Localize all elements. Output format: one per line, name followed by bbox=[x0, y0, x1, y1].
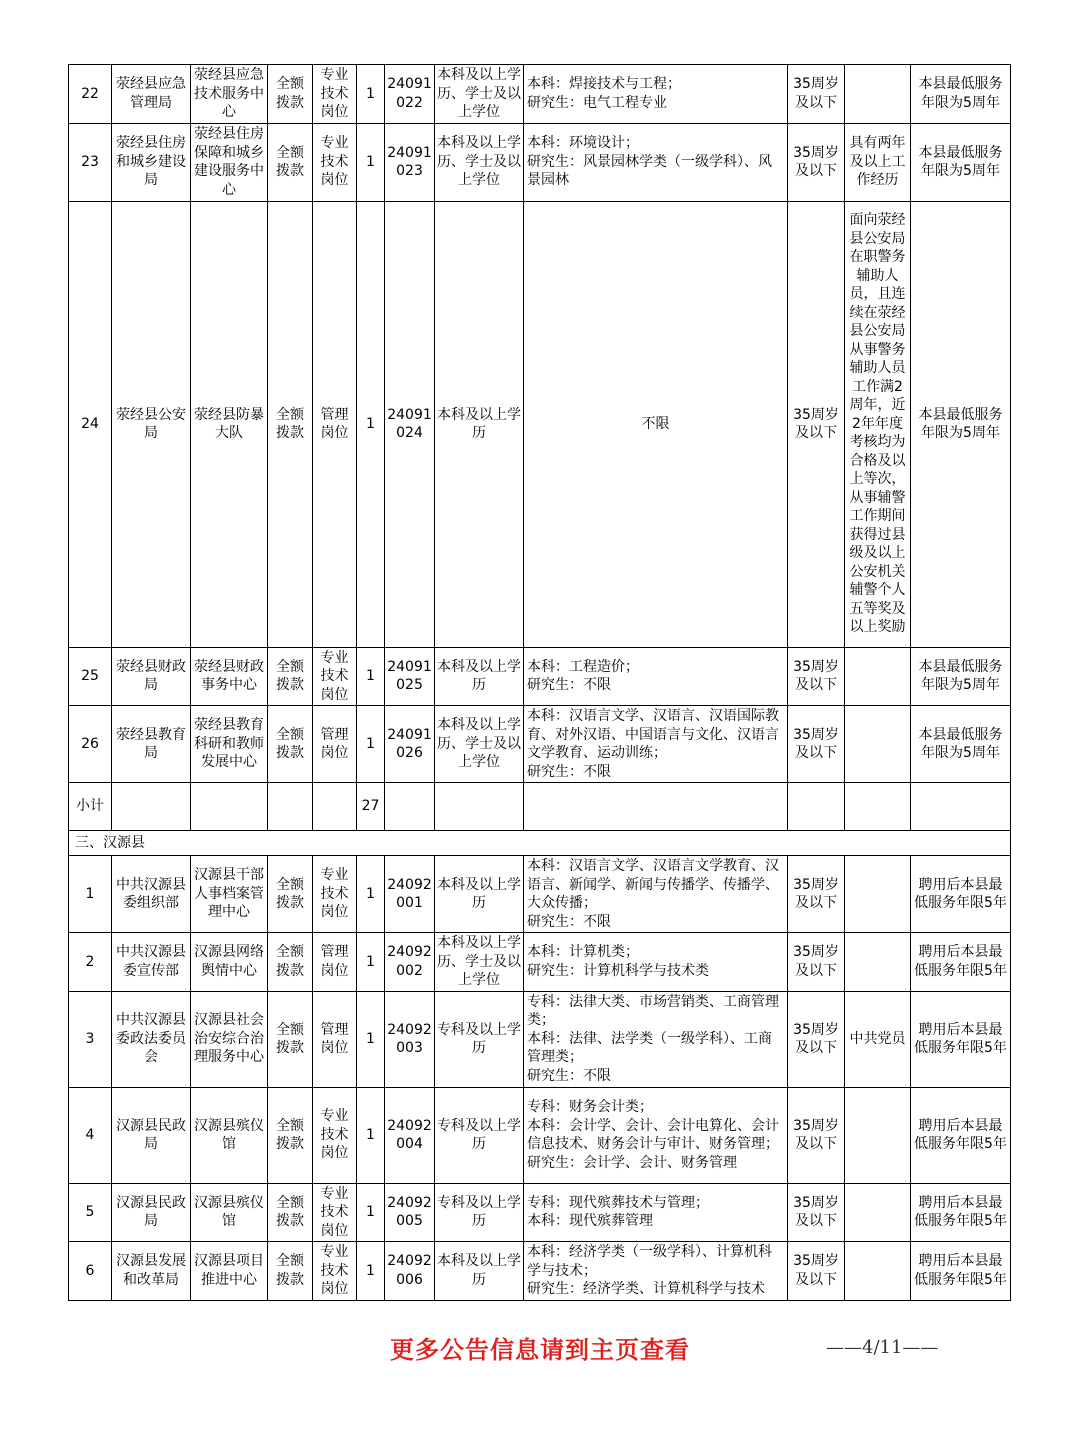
unit-cell: 汉源县干部人事档案管理中心 bbox=[191, 856, 268, 933]
table-row bbox=[69, 647, 1011, 706]
education-cell: 本科及以上学历 bbox=[435, 201, 524, 647]
education-cell: 专科及以上学历 bbox=[435, 991, 524, 1087]
education-cell: 本科及以上学历 bbox=[435, 856, 524, 933]
education-cell: 本科及以上学历、学士及以上学位 bbox=[435, 123, 524, 201]
funding-cell: 全额拨款 bbox=[268, 1087, 313, 1183]
post-type-cell: 专业技术岗位 bbox=[313, 856, 357, 933]
subtotal-row bbox=[69, 783, 1011, 831]
education-cell: 本科及以上学历、学士及以上学位 bbox=[435, 65, 524, 124]
post-code-cell: 24092001 bbox=[385, 856, 435, 933]
row-number: 6 bbox=[69, 1242, 112, 1301]
table-row bbox=[69, 65, 1011, 124]
footer-notice: 更多公告信息请到主页查看 bbox=[390, 1336, 690, 1364]
section-title: 三、汉源县 bbox=[69, 831, 1011, 856]
age-cell: 35周岁及以下 bbox=[788, 65, 845, 124]
post-code-cell: 24091025 bbox=[385, 647, 435, 706]
major-line: 研究生：会计学、会计、财务管理 bbox=[527, 1154, 737, 1171]
headcount-cell: 1 bbox=[357, 201, 385, 647]
table-row bbox=[69, 1087, 1011, 1183]
post-code-cell: 24091024 bbox=[385, 201, 435, 647]
funding-cell: 全额拨款 bbox=[268, 706, 313, 783]
unit-cell: 荥经县财政事务中心 bbox=[191, 647, 268, 706]
table-row bbox=[69, 123, 1011, 201]
other-requirements-cell bbox=[845, 1242, 911, 1301]
major-line: 研究生：不限 bbox=[527, 1067, 611, 1084]
unit-cell: 汉源县殡仪馆 bbox=[191, 1087, 268, 1183]
other-requirements-cell: 面向荥经县公安局在职警务辅助人员，且连续在荥经县公安局从事警务辅助人员工作满2周年，近2年年度考核均为合格及以上等次，从事辅警工作期间获得过县级及以上公安机关辅警个人五等奖及以上奖励 bbox=[845, 201, 911, 647]
headcount-cell: 1 bbox=[357, 1183, 385, 1242]
funding-cell: 全额拨款 bbox=[268, 1242, 313, 1301]
row-number: 22 bbox=[69, 65, 112, 124]
major-cell bbox=[524, 991, 788, 1087]
note-cell: 聘用后本县最低服务年限5年 bbox=[911, 1242, 1011, 1301]
section-title-row bbox=[69, 831, 1011, 856]
row-number: 1 bbox=[69, 856, 112, 933]
page-number: ——4/11—— bbox=[826, 1337, 939, 1358]
major-line: 专科：现代殡葬技术与管理； bbox=[527, 1194, 709, 1211]
post-type-cell: 管理岗位 bbox=[313, 201, 357, 647]
major-line: 研究生：经济学类、计算机科学与技术 bbox=[527, 1281, 765, 1297]
headcount-cell: 1 bbox=[357, 647, 385, 706]
headcount-cell: 1 bbox=[357, 65, 385, 124]
major-line: 本科：汉语言文学、汉语言、汉语国际教育、对外汉语、中国语言与文化、汉语言文学教育、运动训练； bbox=[527, 708, 779, 761]
table-row bbox=[69, 1183, 1011, 1242]
row-number: 3 bbox=[69, 991, 112, 1087]
table-row bbox=[69, 201, 1011, 647]
other-requirements-cell bbox=[845, 65, 911, 124]
row-number: 25 bbox=[69, 647, 112, 706]
age-cell: 35周岁及以下 bbox=[788, 856, 845, 933]
post-type-cell: 管理岗位 bbox=[313, 933, 357, 992]
row-number: 4 bbox=[69, 1087, 112, 1183]
subtotal-label: 小计 bbox=[69, 783, 112, 831]
major-cell bbox=[524, 856, 788, 933]
post-code-cell: 24092005 bbox=[385, 1183, 435, 1242]
education-cell: 本科及以上学历 bbox=[435, 1242, 524, 1301]
major-line: 研究生：计算机科学与技术类 bbox=[527, 962, 709, 979]
major-line: 本科：环境设计； bbox=[527, 135, 639, 152]
education-cell: 本科及以上学历、学士及以上学位 bbox=[435, 706, 524, 783]
department-cell: 荥经县财政局 bbox=[112, 647, 191, 706]
subtotal-count: 27 bbox=[357, 783, 385, 831]
major-cell bbox=[524, 647, 788, 706]
department-cell: 荥经县教育局 bbox=[112, 706, 191, 783]
note-cell: 本县最低服务年限为5周年 bbox=[911, 201, 1011, 647]
major-line: 专科：法律大类、市场营销类、工商管理类； bbox=[527, 993, 779, 1029]
major-line: 研究生：风景园林学类（一级学科）、风景园林 bbox=[527, 153, 772, 189]
other-requirements-cell bbox=[845, 1087, 911, 1183]
recruitment-table bbox=[68, 64, 1011, 1301]
table-row bbox=[69, 856, 1011, 933]
age-cell: 35周岁及以下 bbox=[788, 1087, 845, 1183]
major-cell bbox=[524, 706, 788, 783]
post-type-cell: 专业技术岗位 bbox=[313, 123, 357, 201]
major-line: 不限 bbox=[641, 415, 670, 432]
department-cell: 荥经县住房和城乡建设局 bbox=[112, 123, 191, 201]
post-code-cell: 24091026 bbox=[385, 706, 435, 783]
note-cell: 聘用后本县最低服务年限5年 bbox=[911, 856, 1011, 933]
post-code-cell: 24091023 bbox=[385, 123, 435, 201]
note-cell: 聘用后本县最低服务年限5年 bbox=[911, 1087, 1011, 1183]
row-number: 5 bbox=[69, 1183, 112, 1242]
post-type-cell: 专业技术岗位 bbox=[313, 647, 357, 706]
major-cell bbox=[524, 201, 788, 647]
major-cell bbox=[524, 65, 788, 124]
post-type-cell: 管理岗位 bbox=[313, 706, 357, 783]
other-requirements-cell bbox=[845, 706, 911, 783]
age-cell: 35周岁及以下 bbox=[788, 1183, 845, 1242]
major-line: 本科：会计学、会计、会计电算化、会计信息技术、财务会计与审计、财务管理； bbox=[527, 1117, 779, 1152]
department-cell: 中共汉源县委宣传部 bbox=[112, 933, 191, 992]
major-line: 专科：财务会计类； bbox=[527, 1099, 653, 1115]
row-number: 23 bbox=[69, 123, 112, 201]
other-requirements-cell: 中共党员 bbox=[845, 991, 911, 1087]
other-requirements-cell: 具有两年及以上工作经历 bbox=[845, 123, 911, 201]
other-requirements-cell bbox=[845, 647, 911, 706]
age-cell: 35周岁及以下 bbox=[788, 991, 845, 1087]
unit-cell: 汉源县网络舆情中心 bbox=[191, 933, 268, 992]
headcount-cell: 1 bbox=[357, 991, 385, 1087]
major-cell bbox=[524, 1087, 788, 1183]
post-type-cell: 专业技术岗位 bbox=[313, 1242, 357, 1301]
headcount-cell: 1 bbox=[357, 856, 385, 933]
department-cell: 荥经县应急管理局 bbox=[112, 65, 191, 124]
education-cell: 专科及以上学历 bbox=[435, 1087, 524, 1183]
department-cell: 中共汉源县委政法委员会 bbox=[112, 991, 191, 1087]
major-line: 本科：汉语言文学、汉语言文学教育、汉语言、新闻学、新闻与传播学、传播学、大众传播； bbox=[527, 858, 779, 911]
post-type-cell: 管理岗位 bbox=[313, 991, 357, 1087]
note-cell: 本县最低服务年限为5周年 bbox=[911, 123, 1011, 201]
major-line: 研究生：电气工程专业 bbox=[527, 94, 667, 111]
note-cell: 聘用后本县最低服务年限5年 bbox=[911, 1183, 1011, 1242]
unit-cell: 荥经县防暴大队 bbox=[191, 201, 268, 647]
headcount-cell: 1 bbox=[357, 123, 385, 201]
note-cell: 聘用后本县最低服务年限5年 bbox=[911, 933, 1011, 992]
age-cell: 35周岁及以下 bbox=[788, 201, 845, 647]
headcount-cell: 1 bbox=[357, 706, 385, 783]
section-b-rows bbox=[69, 856, 1011, 1301]
note-cell: 本县最低服务年限为5周年 bbox=[911, 65, 1011, 124]
major-line: 研究生：不限 bbox=[527, 677, 611, 694]
major-line: 本科：经济学类（一级学科）、计算机科学与技术； bbox=[527, 1244, 772, 1279]
major-cell bbox=[524, 1242, 788, 1301]
headcount-cell: 1 bbox=[357, 933, 385, 992]
note-cell: 聘用后本县最低服务年限5年 bbox=[911, 991, 1011, 1087]
major-line: 本科：工程造价； bbox=[527, 658, 639, 675]
major-cell bbox=[524, 123, 788, 201]
post-code-cell: 24092003 bbox=[385, 991, 435, 1087]
department-cell: 中共汉源县委组织部 bbox=[112, 856, 191, 933]
major-cell bbox=[524, 933, 788, 992]
department-cell: 汉源县民政局 bbox=[112, 1087, 191, 1183]
education-cell: 本科及以上学历、学士及以上学位 bbox=[435, 933, 524, 992]
age-cell: 35周岁及以下 bbox=[788, 123, 845, 201]
other-requirements-cell bbox=[845, 933, 911, 992]
table-row bbox=[69, 991, 1011, 1087]
education-cell: 专科及以上学历 bbox=[435, 1183, 524, 1242]
major-line: 本科：现代殡葬管理 bbox=[527, 1213, 653, 1230]
funding-cell: 全额拨款 bbox=[268, 201, 313, 647]
major-line: 本科：计算机类； bbox=[527, 944, 639, 961]
post-type-cell: 专业技术岗位 bbox=[313, 65, 357, 124]
department-cell: 汉源县发展和改革局 bbox=[112, 1242, 191, 1301]
education-cell: 本科及以上学历 bbox=[435, 647, 524, 706]
department-cell: 荥经县公安局 bbox=[112, 201, 191, 647]
funding-cell: 全额拨款 bbox=[268, 933, 313, 992]
major-line: 研究生：不限 bbox=[527, 763, 611, 780]
funding-cell: 全额拨款 bbox=[268, 123, 313, 201]
headcount-cell: 1 bbox=[357, 1087, 385, 1183]
major-cell bbox=[524, 1183, 788, 1242]
table-row bbox=[69, 933, 1011, 992]
post-code-cell: 24092002 bbox=[385, 933, 435, 992]
unit-cell: 荥经县应急技术服务中心 bbox=[191, 65, 268, 124]
department-cell: 汉源县民政局 bbox=[112, 1183, 191, 1242]
post-code-cell: 24092004 bbox=[385, 1087, 435, 1183]
funding-cell: 全额拨款 bbox=[268, 856, 313, 933]
funding-cell: 全额拨款 bbox=[268, 65, 313, 124]
major-line: 研究生：不限 bbox=[527, 913, 611, 930]
post-code-cell: 24092006 bbox=[385, 1242, 435, 1301]
unit-cell: 汉源县项目推进中心 bbox=[191, 1242, 268, 1301]
funding-cell: 全额拨款 bbox=[268, 647, 313, 706]
note-cell: 本县最低服务年限为5周年 bbox=[911, 647, 1011, 706]
funding-cell: 全额拨款 bbox=[268, 991, 313, 1087]
age-cell: 35周岁及以下 bbox=[788, 933, 845, 992]
major-line: 本科：焊接技术与工程； bbox=[527, 76, 681, 93]
age-cell: 35周岁及以下 bbox=[788, 647, 845, 706]
post-code-cell: 24091022 bbox=[385, 65, 435, 124]
note-cell: 本县最低服务年限为5周年 bbox=[911, 706, 1011, 783]
funding-cell: 全额拨款 bbox=[268, 1183, 313, 1242]
table-row bbox=[69, 1242, 1011, 1301]
row-number: 24 bbox=[69, 201, 112, 647]
unit-cell: 荥经县教育科研和教师发展中心 bbox=[191, 706, 268, 783]
other-requirements-cell bbox=[845, 1183, 911, 1242]
section-a-rows bbox=[69, 65, 1011, 783]
major-line: 本科：法律、法学类（一级学科）、工商管理类； bbox=[527, 1030, 772, 1066]
row-number: 2 bbox=[69, 933, 112, 992]
unit-cell: 汉源县社会治安综合治理服务中心 bbox=[191, 991, 268, 1087]
table-row bbox=[69, 706, 1011, 783]
unit-cell: 荥经县住房保障和城乡建设服务中心 bbox=[191, 123, 268, 201]
headcount-cell: 1 bbox=[357, 1242, 385, 1301]
row-number: 26 bbox=[69, 706, 112, 783]
post-type-cell: 专业技术岗位 bbox=[313, 1183, 357, 1242]
age-cell: 35周岁及以下 bbox=[788, 1242, 845, 1301]
post-type-cell: 专业技术岗位 bbox=[313, 1087, 357, 1183]
other-requirements-cell bbox=[845, 856, 911, 933]
unit-cell: 汉源县殡仪馆 bbox=[191, 1183, 268, 1242]
age-cell: 35周岁及以下 bbox=[788, 706, 845, 783]
